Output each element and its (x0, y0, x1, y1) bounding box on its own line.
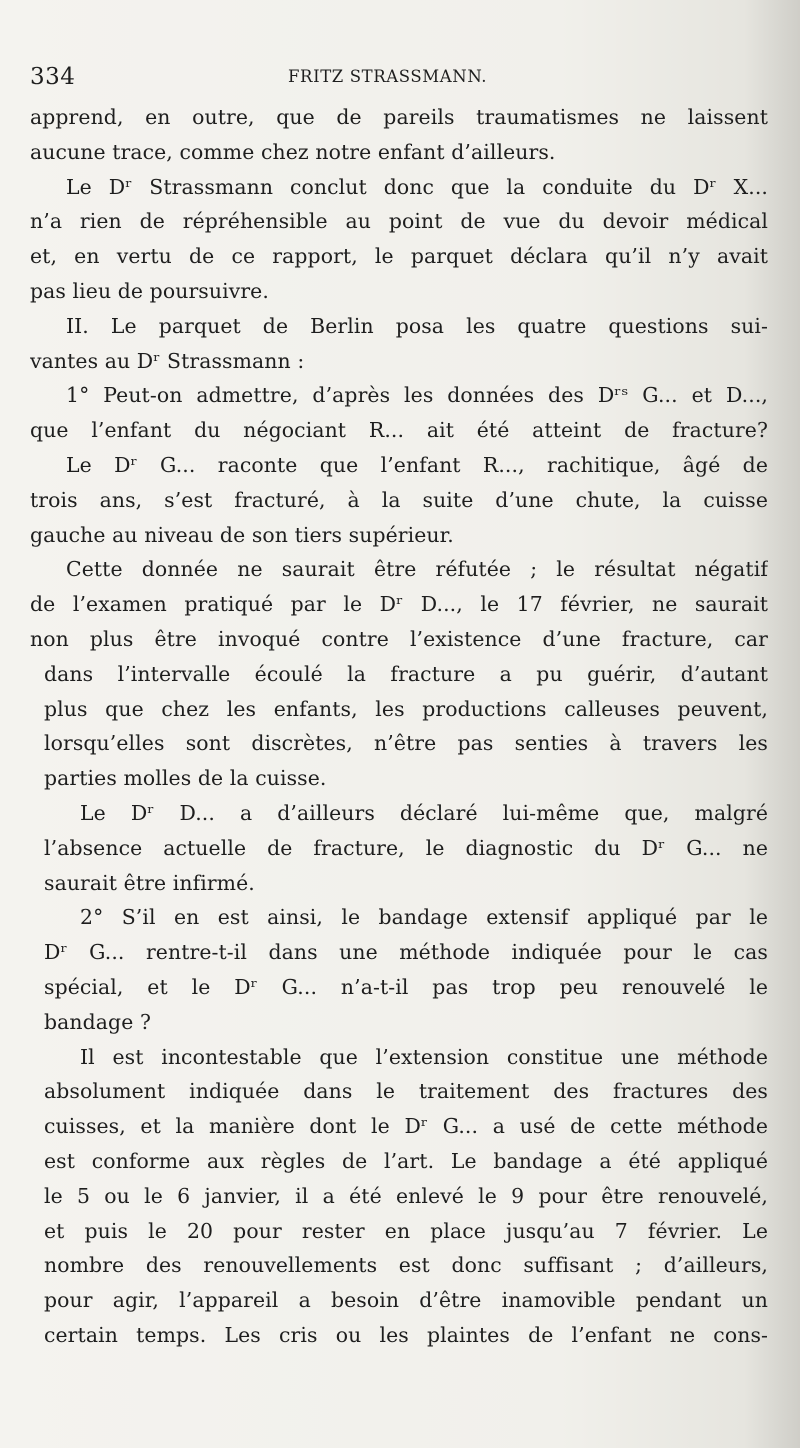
text-line: bandage ? (44, 1009, 151, 1034)
text-line: Cette donnée ne saurait être réfutée ; le résultat négatif (66, 557, 768, 582)
text-line: apprend, en outre, que de pareils traumatismes ne laissent (30, 105, 768, 129)
text-line: pas lieu de poursuivre. (30, 278, 269, 303)
text-line: gauche au niveau de son tiers supérieur. (30, 522, 454, 547)
text-line: II. Le parquet de Berlin posa les quatre questions sui- (66, 313, 768, 338)
text-line: saurait être infirmé. (44, 870, 255, 895)
text-line: Le Dʳ G... raconte que l’enfant R..., rachitique, âgé de (66, 452, 768, 477)
text-line: trois ans, s’est fracturé, à la suite d’une chute, la cuisse (30, 487, 768, 512)
text-line: et puis le 20 pour rester en place jusqu’au 7 février. Le (44, 1218, 768, 1243)
text-line: Le Dʳ Strassmann conclut donc que la conduite du Dʳ X... (66, 174, 768, 199)
page-number: 334 (30, 64, 76, 90)
text-line: spécial, et le Dʳ G... n’a-t-il pas trop peu renouvelé le (44, 974, 768, 999)
text-line: certain temps. Les cris ou les plaintes de l’enfant ne cons- (44, 1322, 768, 1347)
text-line: Il est incontestable que l’extension constitue une méthode (80, 1044, 768, 1069)
text-line: vantes au Dʳ Strassmann : (30, 348, 305, 373)
text-line: non plus être invoqué contre l’existence d’une fracture, car (30, 626, 768, 651)
text-line: absolument indiquée dans le traitement des fractures des (44, 1079, 768, 1104)
text-line: est conforme aux règles de l’art. Le bandage a été appliqué (44, 1148, 768, 1173)
text-line: cuisses, et la manière dont le Dʳ G... a usé de cette méthode (44, 1114, 768, 1139)
text-line: Le Dʳ D... a d’ailleurs déclaré lui-même que, malgré (80, 800, 768, 825)
text-line: le 5 ou le 6 janvier, il a été enlevé le 9 pour être renouvelé, (44, 1183, 768, 1208)
text-line: n’a rien de répréhensible au point de vue du devoir médical (30, 209, 768, 234)
running-head: FRITZ STRASSMANN. (288, 67, 488, 86)
body-text (30, 100, 768, 1353)
text-line: dans l’intervalle écoulé la fracture a pu guérir, d’autant (44, 661, 768, 686)
text-line: lorsqu’elles sont discrètes, n’être pas senties à travers les (44, 731, 768, 756)
text-line: de l’examen pratiqué par le Dʳ D..., le 17 février, ne saurait (30, 592, 768, 617)
text-line: parties molles de la cuisse. (44, 766, 327, 791)
text-line: 2° S’il en est ainsi, le bandage extensif appliqué par le (80, 905, 768, 930)
text-line: Dʳ G... rentre-t-il dans une méthode indiquée pour le cas (44, 940, 768, 965)
text-line: et, en vertu de ce rapport, le parquet déclara qu’il n’y avait (30, 244, 768, 269)
text-line: aucune trace, comme chez notre enfant d’ailleurs. (30, 139, 556, 164)
text-line: l’absence actuelle de fracture, le diagnostic du Dʳ G... ne (44, 835, 768, 860)
text-line: nombre des renouvellements est donc suffisant ; d’ailleurs, (44, 1253, 768, 1278)
page-header (30, 60, 770, 96)
text-line: pour agir, l’appareil a besoin d’être inamovible pendant un (44, 1288, 768, 1313)
text-line: 1° Peut-on admettre, d’après les données des Dʳˢ G... et D..., (66, 383, 768, 408)
text-line: que l’enfant du négociant R... ait été atteint de fracture? (30, 418, 768, 443)
text-line: plus que chez les enfants, les productions calleuses peuvent, (44, 696, 768, 721)
